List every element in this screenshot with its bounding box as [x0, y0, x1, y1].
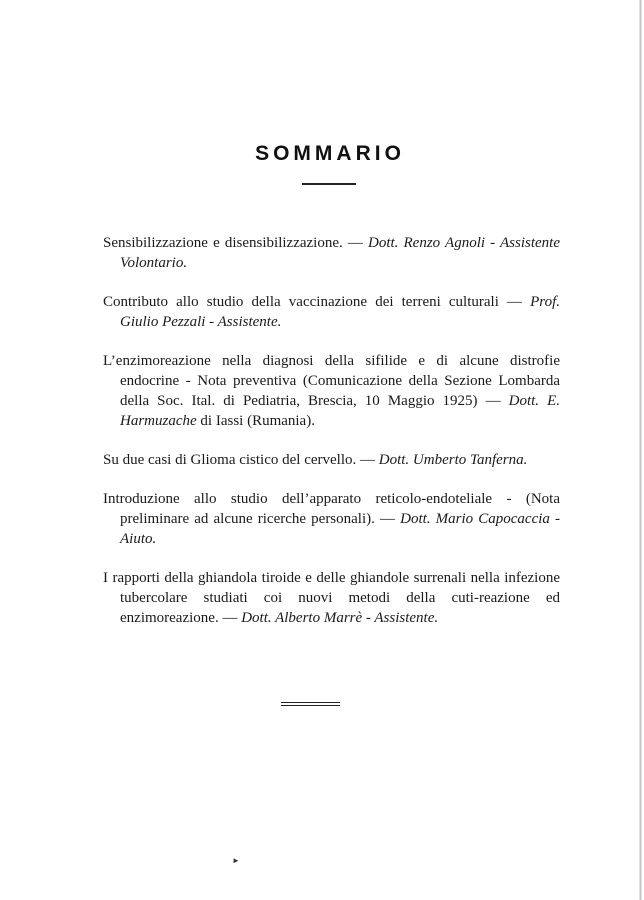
entry-4-author: Dott. Umberto Tanferna. — [378, 452, 528, 468]
contents-entry-3 — [103, 351, 560, 431]
contents-list — [103, 233, 560, 647]
entry-3-suffix: di Iassi (Rumania). — [196, 413, 315, 429]
entry-2-author: Prof. Giulio Pezzali - Assistente. — [120, 294, 560, 330]
entry-6-title: I rapporti della ghiandola tiroide e delle ghiandole surrenali nella infezione tubercolare studiati coi nuovi metodi della cuti-reazione ed enzimoreazione. — — [103, 570, 560, 626]
entry-2-title: Contributo allo studio della vaccinazione dei terreni culturali — — [103, 294, 531, 310]
entry-4-title: Su due casi di Glioma cistico del cervello. — — [103, 452, 379, 468]
entry-5-author: Dott. Mario Capocaccia - Aiuto. — [120, 511, 560, 547]
arrow-mark-icon: ► — [232, 856, 240, 865]
title-rule — [302, 183, 356, 185]
entry-5-title: Introduzione allo studio dell’apparato reticolo-endoteliale - (Nota preliminare ad alcune ricerche personali). — — [103, 491, 560, 527]
page-edge — [639, 0, 642, 900]
contents-entry-4 — [103, 450, 560, 470]
entry-1-title: Sensibilizzazione e disensibilizzazione. — — [103, 235, 368, 251]
entry-1-author: Dott. Renzo Agnoli - Assistente Volontario. — [120, 235, 560, 271]
page-title: SOMMARIO — [255, 142, 405, 165]
entry-6-author: Dott. Alberto Marrè - Assistente. — [241, 610, 439, 626]
closing-rule-bottom — [281, 705, 340, 706]
closing-rule-top — [281, 702, 340, 703]
contents-entry-2 — [103, 292, 560, 332]
contents-entry-5 — [103, 489, 560, 549]
entry-3-author: Dott. E. Harmuzache — [120, 393, 560, 429]
entry-3-title: L’enzimoreazione nella diagnosi della sifilide e di alcune distrofie endocrine - Nota preventiva (Comunicazione della Sezione Lombarda della Soc. Ital. di Pediatria, Brescia, 10 Maggio 1925) — — [103, 353, 560, 409]
contents-entry-6 — [103, 568, 560, 628]
contents-entry-1 — [103, 233, 560, 273]
